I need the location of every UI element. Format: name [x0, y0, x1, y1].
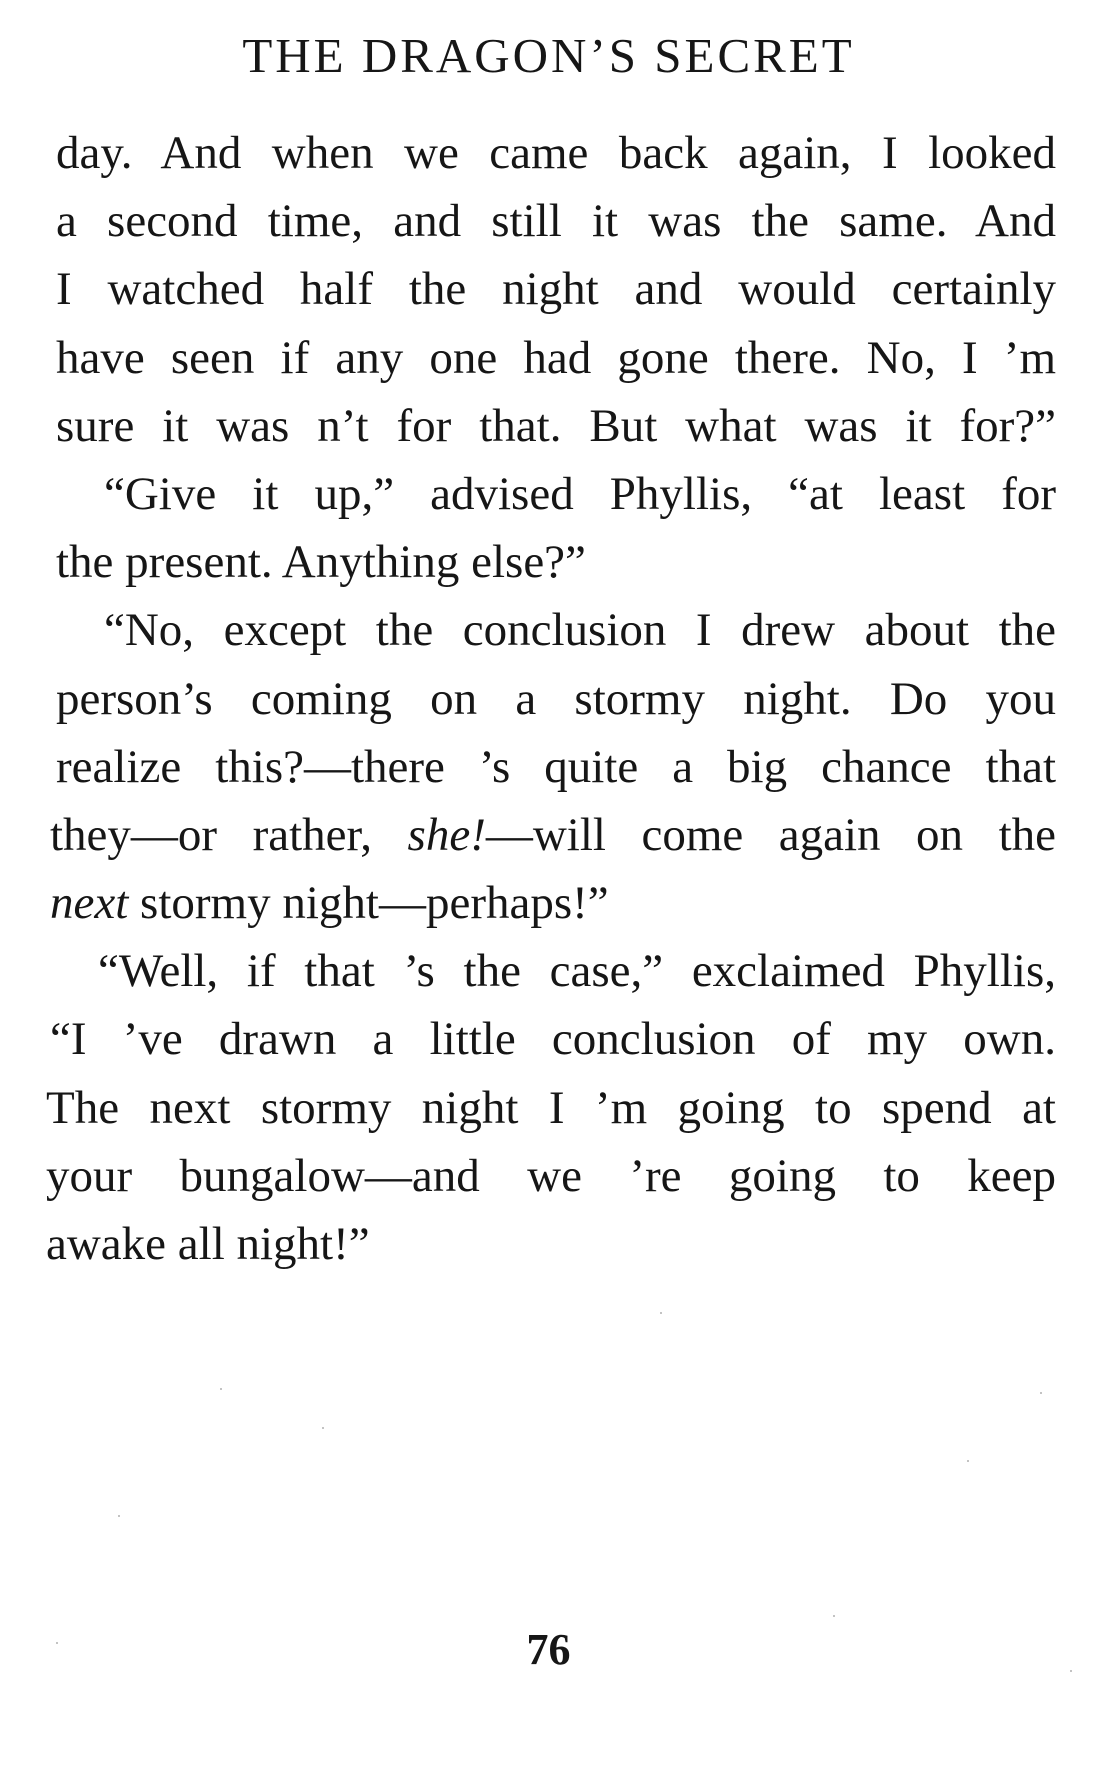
text-line: “No, except the conclusion I drew about the: [104, 604, 1056, 657]
scan-speck: [118, 1515, 120, 1517]
text-line: “Give it up,” advised Phyllis, “at least for: [104, 467, 1056, 520]
italic-word: she!: [407, 808, 486, 861]
text-line: the present. Anything else?”: [56, 536, 586, 589]
text-line: awake all night!”: [46, 1218, 370, 1270]
scan-speck: [1070, 1670, 1072, 1672]
scan-speck: [967, 1460, 969, 1462]
text-line: day. And when we came back again, I looked: [56, 127, 1056, 179]
text-line: have seen if any one had gone there. No, I ’m: [56, 331, 1056, 384]
scan-speck: [833, 1615, 835, 1617]
text-line: [50, 869, 1056, 937]
text-line: realize this?—there ’s quite a big chance that: [56, 740, 1056, 793]
text-line: your bungalow—and we ’re going to keep: [46, 1149, 1056, 1202]
text-line: “I ’ve drawn a little conclusion of my own.: [50, 1013, 1056, 1066]
text-line: I watched half the night and would certainly: [56, 263, 1056, 316]
scan-speck: [1040, 1392, 1042, 1394]
scan-speck: [56, 1642, 58, 1644]
text-line-end: stormy night—perhaps!”: [128, 877, 609, 930]
text-line: a second time, and still it was the same. And: [56, 195, 1056, 248]
text-line: person’s coming on a stormy night. Do you: [56, 672, 1056, 725]
italic-word: next: [50, 877, 129, 930]
running-head: THE DRAGON’S SECRET: [242, 28, 855, 83]
page-number: 76: [526, 1625, 571, 1674]
text-line-end: —will come again on the: [485, 808, 1056, 861]
text-line: [50, 801, 1056, 869]
scan-speck: [220, 1388, 222, 1390]
body-text: [46, 119, 1056, 1278]
text-line-start: they—or rather,: [50, 808, 408, 861]
scan-speck: [322, 1427, 324, 1429]
text-line: sure it was n’t for that. But what was it for?”: [56, 399, 1056, 452]
scan-speck: [660, 1312, 662, 1314]
text-line: “Well, if that ’s the case,” exclaimed Phyllis,: [98, 945, 1056, 998]
text-line: The next stormy night I ’m going to spend at: [46, 1081, 1056, 1134]
